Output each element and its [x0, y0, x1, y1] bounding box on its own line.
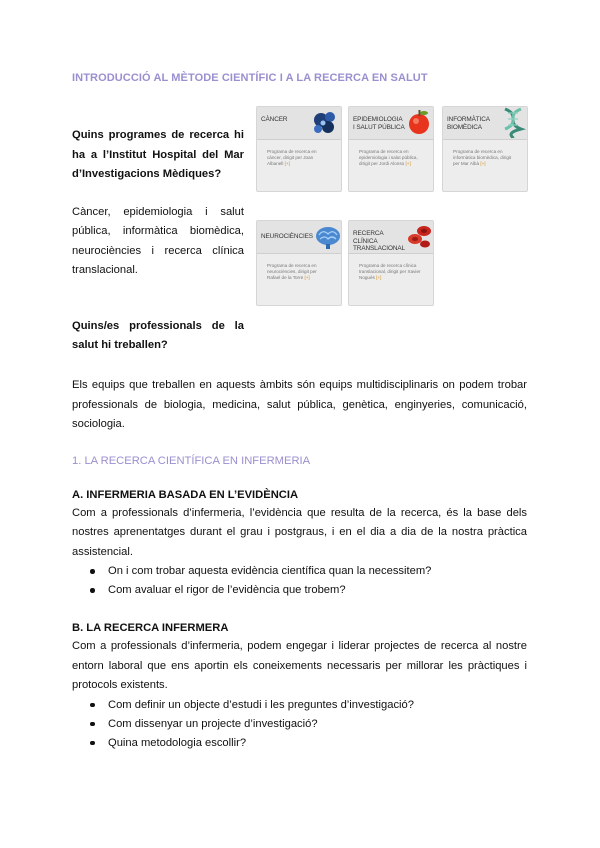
card-description: Programa de recerca en informàtica biomèdica, dirigit per Mar Albà [+] [453, 149, 512, 166]
dna-icon [499, 107, 527, 139]
answer-programs: Càncer, epidemiologia i salut pública, informàtica biomèdica, neurociències i recerca clínica translacional. [72, 205, 244, 276]
more-link[interactable]: [+] [480, 161, 486, 166]
more-link[interactable]: [+] [405, 161, 411, 166]
question-professionals: Quins/es professionals de la salut hi treballen? [72, 319, 244, 351]
card-title: CÀNCER [261, 116, 288, 123]
program-card-cancer[interactable] [256, 106, 342, 192]
question-programs: Quins programes de recerca hi ha a l’Institut Hospital del Mar d’Investigacions Mèdiques? [72, 129, 244, 180]
subsection-a-title: A. INFERMERIA BASADA EN L’EVIDÈNCIA [72, 488, 299, 501]
card-title: INFORMÀTICA BIOMÈDICA [447, 116, 490, 131]
intro-column [72, 126, 244, 356]
bullet-icon [90, 569, 95, 574]
program-card-translational-research[interactable] [348, 220, 434, 306]
card-title: RECERCA CLÍNICA TRANSLACIONAL [353, 230, 405, 252]
subsection-a-paragraph: Com a professionals d’infermeria, l’evidència que resulta de la recerca, és la base dels nostres aprenentatges durant el grau i postgraus, i en el dia a dia de la nostra pràctica assistencial. [72, 506, 527, 558]
program-card-epidemiology[interactable] [348, 106, 434, 192]
card-description: Programa de recerca en càncer, dirigit per Joan Albanell [+] [267, 149, 317, 166]
more-link[interactable]: [+] [376, 275, 382, 280]
teams-paragraph: Els equips que treballen en aquests àmbits són equips multidisciplinaris on podem trobar professionals de biologia, medicina, salut pública, genètica, enginyeries, comunicació, sociologia. [72, 379, 527, 430]
bullet-icon [90, 588, 95, 593]
more-link[interactable]: [+] [304, 275, 310, 280]
cells-icon [309, 109, 339, 137]
list-item: On i com trobar aquesta evidència científica quan la necessitem? [72, 562, 527, 581]
list-item: Com dissenyar un projecte d’investigació? [72, 715, 527, 734]
apple-icon [405, 107, 435, 137]
more-link[interactable]: [+] [284, 161, 290, 166]
card-title: EPIDEMIOLOGIA I SALUT PÚBLICA [353, 116, 405, 131]
list-item: Com avaluar el rigor de l’evidència que trobem? [72, 581, 527, 600]
body-content [72, 376, 527, 753]
section-title: 1. LA RECERCA CIENTÍFICA EN INFERMERIA [72, 454, 311, 467]
blood-cells-icon [405, 221, 435, 251]
subsection-b-list [72, 696, 527, 753]
bullet-icon [90, 722, 95, 727]
list-item: Quina metodologia escollir? [72, 734, 527, 753]
program-card-biomedical-informatics[interactable] [442, 106, 528, 192]
card-description: Programa de recerca en neurociències, dirigit per Rafael de la Torre [+] [267, 263, 317, 280]
program-card-neurosciences[interactable] [256, 220, 342, 306]
bullet-icon [90, 703, 95, 708]
subsection-b-title: B. LA RECERCA INFERMERA [72, 622, 229, 634]
bullet-icon [90, 741, 95, 746]
brain-icon [313, 223, 343, 251]
card-description: Programa de recerca clínica translacional, dirigit per Xavier Nogués [+] [359, 263, 421, 280]
list-item: Com definir un objecte d’estudi i les preguntes d’investigació? [72, 696, 527, 715]
card-description: Programa de recerca en epidemiologia i salut pública, dirigit per Jordi Alonso [+] [359, 149, 418, 166]
subsection-a-list [72, 562, 527, 600]
subsection-b-paragraph: Com a professionals d’infermeria, podem engegar i liderar projectes de recerca al nostre entorn laboral que ens aportin els coneixements necessaris per millorar les pràctiques i protocols existents. [72, 640, 527, 691]
document-title: INTRODUCCIÓ AL MÈTODE CIENTÍFIC I A LA RECERCA EN SALUT [72, 72, 428, 84]
card-title: NEUROCIÈNCIES [261, 233, 313, 240]
